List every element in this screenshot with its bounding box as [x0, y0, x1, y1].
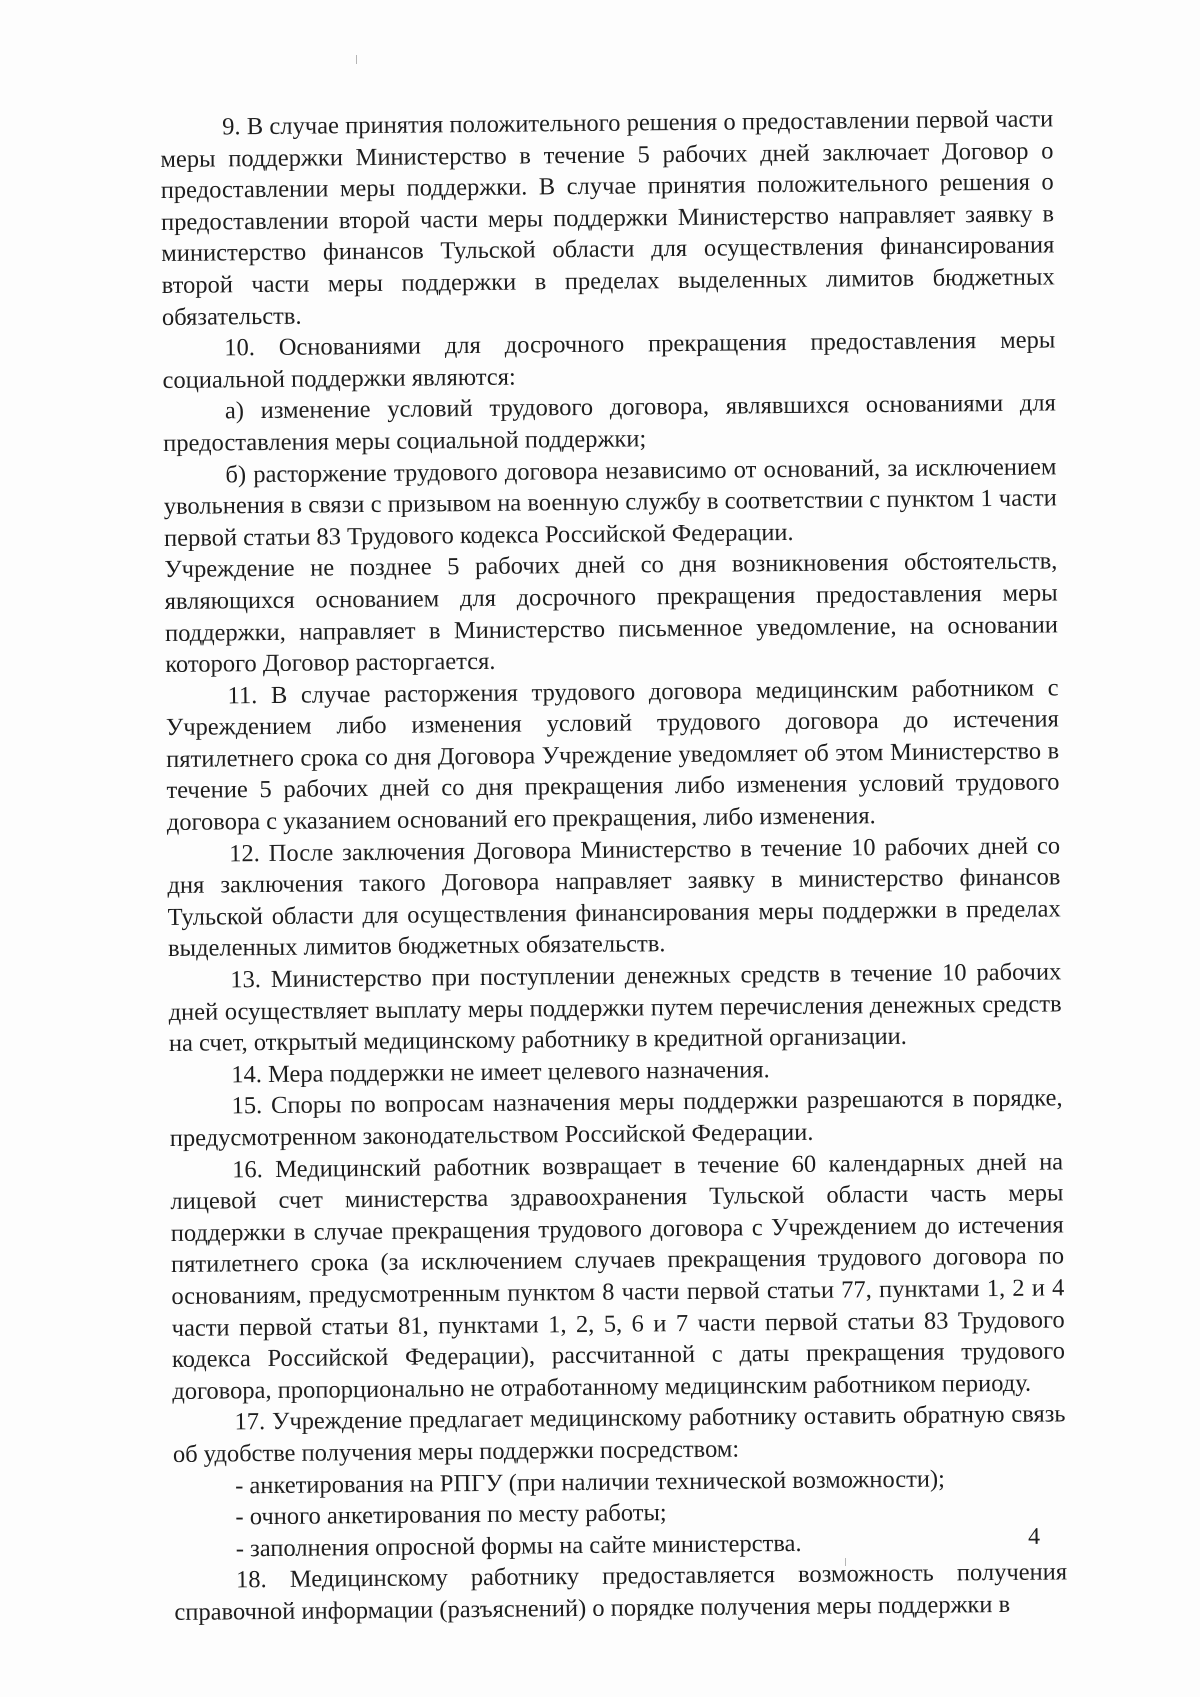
list-item-website-form: - заполнения опросной формы на сайте министерства. [235, 1529, 802, 1563]
paragraph-10-a: а) изменение условий трудового договора, являвшихся основаниями для предоставления меры социальной поддержки; [163, 389, 1056, 457]
paragraph-15: 15. Споры по вопросам назначения меры поддержки разрешаются в порядке, предусмотренном законодательством Российской Федерации. [169, 1084, 1063, 1152]
document-body [160, 103, 1068, 1628]
paragraph-16: 16. Медицинский работник возвращает в течение 60 календарных дней на лицевой счет министерства здравоохранения Тульской области часть меры поддержки в случае прекращения трудового договора с Учреждением до истечения пятилетнего срока (за исключением случаев прекращения трудового договора по основаниям, предусмотренным пунктом 8 части первой статьи 77, пунктами 1, 2 и 4 части первой статьи 81, пунктами 1, 2, 5, 6 и 7 части первой статьи 83 Трудового кодекса Российской Федерации), рассчитанной с даты прекращения трудового договора, пропорционально не отработанному медицинским работником периоду. [170, 1147, 1066, 1405]
paragraph-12: 12. После заключения Договора Министерство в течение 10 рабочих дней со дня заключения такого Договора направляет заявку в министерство финансов Тульской области для осуществления финансирования меры поддержки в пределах выделенных лимитов бюджетных обязательств. [167, 832, 1061, 963]
paragraph-11: 11. В случае расторжения трудового договора медицинским работником с Учреждением либо изменения условий трудового договора до истечения пятилетнего срока со дня Договора Учреждение уведомляет об этом Министерство в течение 5 рабочих дней со дня прекращения либо изменения условий трудового договора с указанием оснований его прекращения, либо изменения. [165, 674, 1060, 837]
page-number: 4 [1027, 1523, 1041, 1551]
paragraph-14: 14. Мера поддержки не имеет целевого назначения. [231, 1056, 770, 1089]
paragraph-18: 18. Медицинскому работнику предоставляется возможность получения справочной информации (разъяснений) о порядке получения меры поддержки в [174, 1558, 1068, 1626]
scan-speck-top [356, 55, 357, 64]
paragraph-13: 13. Министерство при поступлении денежных средств в течение 10 рабочих дней осуществляет выплату меры поддержки путем перечисления денежных средств на счет, открытый медицинскому работнику в кредитной организации. [168, 958, 1062, 1058]
paragraph-9: 9. В случае принятия положительного решения о предоставлении первой части меры поддержки Министерство в течение 5 рабочих дней заключает Договор о предоставлении меры поддержки. В случае принятия положительного решения о предоставлении второй части меры поддержки Министерство направляет заявку в министерство финансов Тульской области для осуществления финансирования второй части меры поддержки в пределах выделенных лимитов бюджетных обязательств. [160, 105, 1055, 331]
list-item-onsite-survey: - очного анкетирования по месту работы; [235, 1499, 667, 1531]
paragraph-17: 17. Учреждение предлагает медицинскому работнику оставить обратную связь об удобстве получения меры поддержки посредством: [172, 1400, 1066, 1468]
list-item-rpgu-survey: - анкетирования на РПГУ (при наличии технической возможности); [235, 1465, 946, 1499]
paragraph-10: 10. Основаниями для досрочного прекращения предоставления меры социальной поддержки являются: [162, 326, 1056, 394]
paragraph-10-notice: Учреждение не позднее 5 рабочих дней со дня возникновения обстоятельств, являющихся основанием для досрочного прекращения предоставления меры поддержки, направляет в Министерство письменное уведомление, на основании которого Договор расторгается. [164, 547, 1059, 679]
paragraph-10-b: б) расторжение трудового договора независимо от оснований, за исключением увольнения в связи с призывом на военную службу в соответствии с пунктом 1 части первой статьи 83 Трудового кодекса Российской Федерации. [163, 452, 1057, 552]
